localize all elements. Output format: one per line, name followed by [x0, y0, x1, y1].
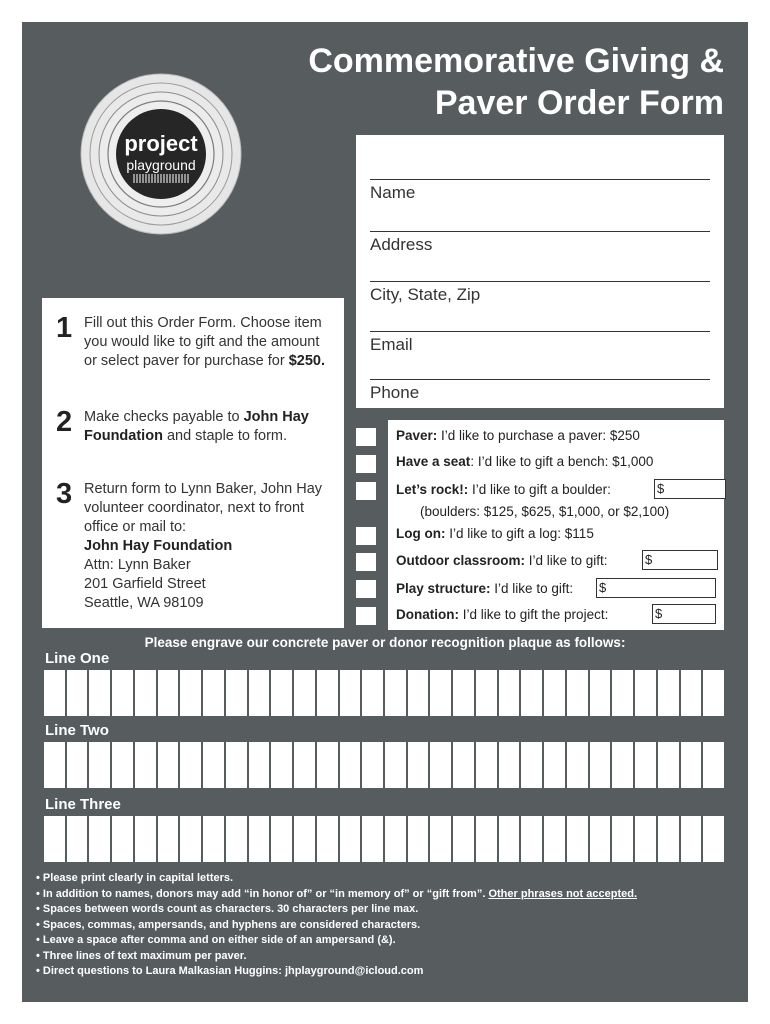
- note-item: [36, 918, 740, 934]
- option-title: Log on:: [396, 526, 446, 541]
- bullet: •: [36, 918, 43, 931]
- engrave-character-grid: [44, 742, 724, 788]
- character-box[interactable]: [340, 742, 361, 788]
- engrave-character-grid: [44, 816, 724, 862]
- character-box[interactable]: [658, 816, 679, 862]
- contact-field-email[interactable]: [370, 331, 710, 381]
- character-box[interactable]: [180, 816, 201, 862]
- character-box[interactable]: [362, 816, 383, 862]
- option-description: I’d like to gift:: [490, 581, 574, 596]
- character-box[interactable]: [317, 670, 338, 716]
- engrave-line-label: Line Two: [45, 722, 109, 739]
- option-description: I’d like to gift the project:: [459, 607, 609, 622]
- character-box[interactable]: [44, 742, 65, 788]
- character-box[interactable]: [203, 670, 224, 716]
- field-underline: [370, 331, 710, 332]
- character-box[interactable]: [408, 816, 429, 862]
- option-description: I’d like to purchase a paver: $250: [437, 428, 640, 443]
- step-text: Fill out this Order Form. Choose item you would like to gift and the amount or select paver for purchase for $250.: [84, 315, 326, 369]
- note-item: [36, 887, 740, 903]
- bullet: •: [36, 903, 43, 915]
- note-item: [36, 933, 740, 949]
- character-box[interactable]: [112, 670, 133, 716]
- note-text: Three lines of text maximum per paver.: [42, 949, 247, 962]
- character-box[interactable]: [271, 816, 292, 862]
- gift-option-2: [396, 454, 653, 469]
- character-box[interactable]: [635, 816, 656, 862]
- character-box[interactable]: [453, 670, 474, 716]
- character-box[interactable]: [476, 742, 497, 788]
- field-underline: [370, 231, 710, 232]
- note-emphasis: Other phrases not accepted.: [488, 887, 637, 900]
- character-box[interactable]: [499, 816, 520, 862]
- gift-option-checkbox[interactable]: [356, 607, 376, 625]
- note-item: [36, 949, 740, 965]
- logo-word-project: project: [124, 131, 198, 156]
- amount-field[interactable]: $: [642, 550, 718, 570]
- notes-list: [36, 871, 740, 980]
- character-box[interactable]: [294, 670, 315, 716]
- note-text: Direct questions to Laura Malkasian Huggins: jhplayground@icloud.com: [42, 965, 424, 977]
- character-box[interactable]: [67, 816, 88, 862]
- character-box[interactable]: [658, 670, 679, 716]
- character-box[interactable]: [612, 816, 633, 862]
- character-box[interactable]: [340, 670, 361, 716]
- character-box[interactable]: [408, 742, 429, 788]
- option-description: : I’d like to gift a bench: $1,000: [470, 454, 654, 469]
- note-text: Spaces between words count as characters. 30 characters per line max.: [42, 903, 419, 915]
- note-item: [36, 964, 740, 980]
- field-label: Phone: [370, 383, 420, 402]
- character-box[interactable]: [681, 742, 702, 788]
- character-box[interactable]: [44, 816, 65, 862]
- boulder-price-list: (boulders: $125, $625, $1,000, or $2,100): [420, 504, 670, 519]
- character-box[interactable]: [112, 742, 133, 788]
- character-box[interactable]: [180, 742, 201, 788]
- character-box[interactable]: [499, 670, 520, 716]
- bullet: •: [36, 872, 43, 884]
- character-box[interactable]: [89, 816, 110, 862]
- gift-option-5: [396, 553, 608, 568]
- character-box[interactable]: [635, 670, 656, 716]
- character-box[interactable]: [89, 670, 110, 716]
- character-box[interactable]: [681, 670, 702, 716]
- page-title: [308, 40, 724, 124]
- gift-option-checkbox[interactable]: [356, 428, 376, 446]
- step-number: 1: [56, 312, 73, 344]
- character-box[interactable]: [226, 742, 247, 788]
- amount-field[interactable]: $: [596, 578, 716, 598]
- engrave-line-label: Line One: [45, 650, 110, 667]
- field-label: Email: [370, 335, 413, 354]
- character-box[interactable]: [544, 816, 565, 862]
- character-box[interactable]: [135, 670, 156, 716]
- character-box[interactable]: [385, 816, 406, 862]
- character-box[interactable]: [89, 742, 110, 788]
- character-box[interactable]: [476, 816, 497, 862]
- character-box[interactable]: [612, 670, 633, 716]
- character-box[interactable]: [271, 670, 292, 716]
- character-box[interactable]: [180, 670, 201, 716]
- character-box[interactable]: [453, 816, 474, 862]
- character-box[interactable]: [158, 816, 179, 862]
- gift-option-checkbox[interactable]: [356, 580, 376, 598]
- character-box[interactable]: [590, 816, 611, 862]
- character-box[interactable]: [567, 742, 588, 788]
- character-box[interactable]: [385, 742, 406, 788]
- character-box[interactable]: [271, 742, 292, 788]
- character-box[interactable]: [408, 670, 429, 716]
- option-title: Have a seat: [396, 454, 471, 469]
- character-box[interactable]: [521, 816, 542, 862]
- gift-option-checkbox[interactable]: [356, 527, 376, 545]
- character-box[interactable]: [612, 742, 633, 788]
- field-label: City, State, Zip: [370, 285, 481, 304]
- option-title: Paver:: [396, 428, 438, 443]
- gift-option-3: [396, 482, 611, 497]
- character-box[interactable]: [521, 670, 542, 716]
- character-box[interactable]: [453, 742, 474, 788]
- character-box[interactable]: [430, 816, 451, 862]
- note-item: [36, 902, 740, 918]
- character-box[interactable]: [521, 742, 542, 788]
- character-box[interactable]: [226, 816, 247, 862]
- contact-panel: [356, 135, 724, 408]
- character-box[interactable]: [658, 742, 679, 788]
- step-number: 3: [56, 478, 73, 510]
- engrave-line-label: Line Three: [45, 796, 121, 813]
- character-box[interactable]: [294, 816, 315, 862]
- contact-field-name[interactable]: [370, 179, 710, 229]
- gift-option-4: [396, 526, 594, 541]
- character-box[interactable]: [158, 742, 179, 788]
- amount-field[interactable]: $: [654, 479, 726, 499]
- option-description: I’d like to gift a log: $115: [445, 526, 594, 541]
- character-box[interactable]: [226, 670, 247, 716]
- gift-options-panel: [388, 420, 724, 630]
- instructions-panel: [42, 298, 344, 628]
- character-box[interactable]: [135, 742, 156, 788]
- character-box[interactable]: [67, 742, 88, 788]
- character-box[interactable]: [544, 670, 565, 716]
- field-underline: [370, 281, 710, 282]
- bullet: •: [36, 949, 43, 962]
- character-box[interactable]: [135, 816, 156, 862]
- title-line-2: Paver Order Form: [434, 84, 724, 122]
- option-title: Donation:: [396, 607, 459, 622]
- character-box[interactable]: [249, 670, 270, 716]
- gift-option-1: [396, 428, 640, 443]
- character-box[interactable]: [703, 670, 724, 716]
- step-text: Make checks payable to John Hay Foundation and staple to form.: [84, 409, 309, 444]
- note-text: In addition to names, donors may add “in honor of” or “in memory of” or “gift from”.: [42, 887, 486, 900]
- gift-option-6: [396, 581, 573, 596]
- engrave-intro: Please engrave our concrete paver or donor recognition plaque as follows:: [144, 635, 626, 650]
- character-box[interactable]: [430, 670, 451, 716]
- character-box[interactable]: [385, 670, 406, 716]
- character-box[interactable]: [317, 816, 338, 862]
- character-box[interactable]: [249, 742, 270, 788]
- character-box[interactable]: [249, 816, 270, 862]
- character-box[interactable]: [567, 816, 588, 862]
- option-description: I’d like to gift:: [525, 553, 608, 568]
- project-playground-logo: [80, 73, 242, 235]
- character-box[interactable]: [703, 742, 724, 788]
- character-box[interactable]: [158, 670, 179, 716]
- character-box[interactable]: [567, 670, 588, 716]
- character-box[interactable]: [590, 742, 611, 788]
- character-box[interactable]: [681, 816, 702, 862]
- character-box[interactable]: [112, 816, 133, 862]
- character-box[interactable]: [499, 742, 520, 788]
- title-line-1: Commemorative Giving &: [308, 42, 724, 80]
- engrave-character-grid: [44, 670, 724, 716]
- character-box[interactable]: [67, 670, 88, 716]
- character-box[interactable]: [476, 670, 497, 716]
- character-box[interactable]: [362, 742, 383, 788]
- character-box[interactable]: [294, 742, 315, 788]
- note-text: Leave a space after comma and on either side of an ampersand (&).: [42, 934, 396, 946]
- field-label: Name: [370, 183, 416, 202]
- amount-field[interactable]: $: [652, 604, 716, 624]
- character-box[interactable]: [340, 816, 361, 862]
- gift-option-checkbox[interactable]: [356, 482, 376, 500]
- character-box[interactable]: [203, 816, 224, 862]
- bullet: •: [36, 965, 43, 977]
- option-description: I’d like to gift a boulder:: [468, 482, 611, 497]
- step-text: Return form to Lynn Baker, John Hay volunteer coordinator, next to front office or mail to: John Hay Foundation Attn: Lynn Baker 201 Garfield Street Seattle, WA 98109: [84, 481, 323, 611]
- contact-field-address[interactable]: [370, 231, 710, 281]
- character-box[interactable]: [635, 742, 656, 788]
- bullet: •: [36, 887, 43, 900]
- option-title: Let’s rock!:: [396, 482, 469, 497]
- character-box[interactable]: [703, 816, 724, 862]
- character-box[interactable]: [44, 670, 65, 716]
- note-text: Please print clearly in capital letters.: [42, 872, 234, 884]
- character-box[interactable]: [430, 742, 451, 788]
- step-number: 2: [56, 406, 73, 438]
- character-box[interactable]: [203, 742, 224, 788]
- character-box[interactable]: [317, 742, 338, 788]
- gift-option-checkbox[interactable]: [356, 455, 376, 473]
- logo-word-playground: playground: [126, 157, 196, 173]
- note-text: Spaces, commas, ampersands, and hyphens are considered characters.: [42, 918, 421, 931]
- option-title: Play structure:: [396, 581, 491, 596]
- gift-option-checkbox[interactable]: [356, 553, 376, 571]
- bullet: •: [36, 934, 43, 946]
- gift-option-7: [396, 607, 608, 622]
- character-box[interactable]: [362, 670, 383, 716]
- option-title: Outdoor classroom:: [396, 553, 526, 568]
- note-item: [36, 871, 740, 887]
- character-box[interactable]: [544, 742, 565, 788]
- field-label: Address: [370, 235, 433, 254]
- contact-field-city-state-zip[interactable]: [370, 281, 710, 331]
- field-underline: [370, 179, 710, 180]
- field-underline: [370, 379, 710, 380]
- character-box[interactable]: [590, 670, 611, 716]
